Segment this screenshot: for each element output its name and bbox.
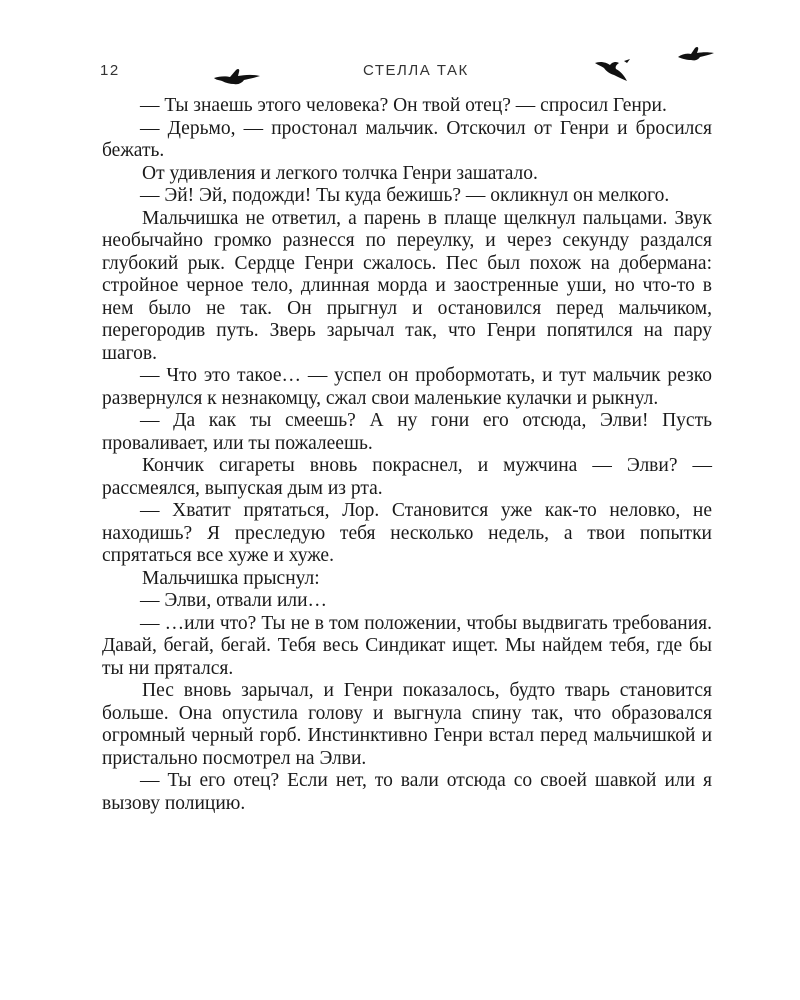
paragraph: — Дерьмо, — простонал мальчик. Отскочил от Генри и бросился бежать. [102, 117, 712, 161]
raven-icon [677, 45, 715, 63]
paragraph: — Да как ты смеешь? А ну гони его отсюда, Элви! Пусть проваливает, или ты пожалеешь. [102, 410, 712, 454]
page-number: 12 [100, 62, 120, 79]
paragraph: — Элви, отвали или… [140, 590, 328, 611]
book-title: СТЕЛЛА ТАК [363, 62, 469, 79]
paragraph: — Хватит прятаться, Лор. Становится уже как-то неловко, не находишь? Я преследую тебя несколько недель, а твои попытки спрятаться все хуже и хуже. [102, 500, 712, 566]
paragraph: Мальчишка не ответил, а парень в плаще щелкнул пальцами. Звук необычайно громко разнесся по переулку, и через секунду раздался глубокий рык. Сердце Генри сжалось. Пес был похож на добермана: стройное черное тело, длинная морда и заостренные уши, но что-то в нем было не так. Он прыгнул и остановился перед мальчиком, перегородив путь. Зверь зарычал так, что Генри попятился на пару шагов. [102, 207, 712, 364]
raven-icon [212, 64, 262, 88]
raven-icon [594, 57, 636, 83]
paragraph: — Эй! Эй, подожди! Ты куда бежишь? — окликнул он мелкого. [140, 185, 670, 206]
paragraph: — Ты его отец? Если нет, то вали отсюда со своей шавкой или я вызову полицию. [102, 770, 712, 814]
paragraph: От удивления и легкого толчка Генри зашатало. [142, 162, 538, 184]
paragraph: — …или что? Ты не в том положении, чтобы выдвигать требования. Давай, бегай, бегай. Тебя весь Синдикат ищет. Мы найдем тебя, где бы ты ни прятался. [102, 612, 712, 679]
paragraph: — Ты знаешь этого человека? Он твой отец? — спросил Генри. [140, 95, 667, 116]
paragraph: Пес вновь зарычал, и Генри показалось, будто тварь становится больше. Она опустила голову и выгнула спину так, что образовался огромный черный горб. Инстинктивно Генри встал перед мальчишкой и пристально посмотрел на Элви. [102, 680, 712, 769]
paragraph: Кончик сигареты вновь покраснел, и мужчина — Элви? — рассмеялся, выпуская дым из рта. [102, 455, 712, 499]
paragraph: Мальчишка прыснул: [142, 567, 320, 589]
body-text [102, 95, 712, 815]
paragraph: — Что это такое… — успел он пробормотать, и тут мальчик резко развернулся к незнакомцу, сжал свои маленькие кулачки и рыкнул. [102, 365, 712, 409]
